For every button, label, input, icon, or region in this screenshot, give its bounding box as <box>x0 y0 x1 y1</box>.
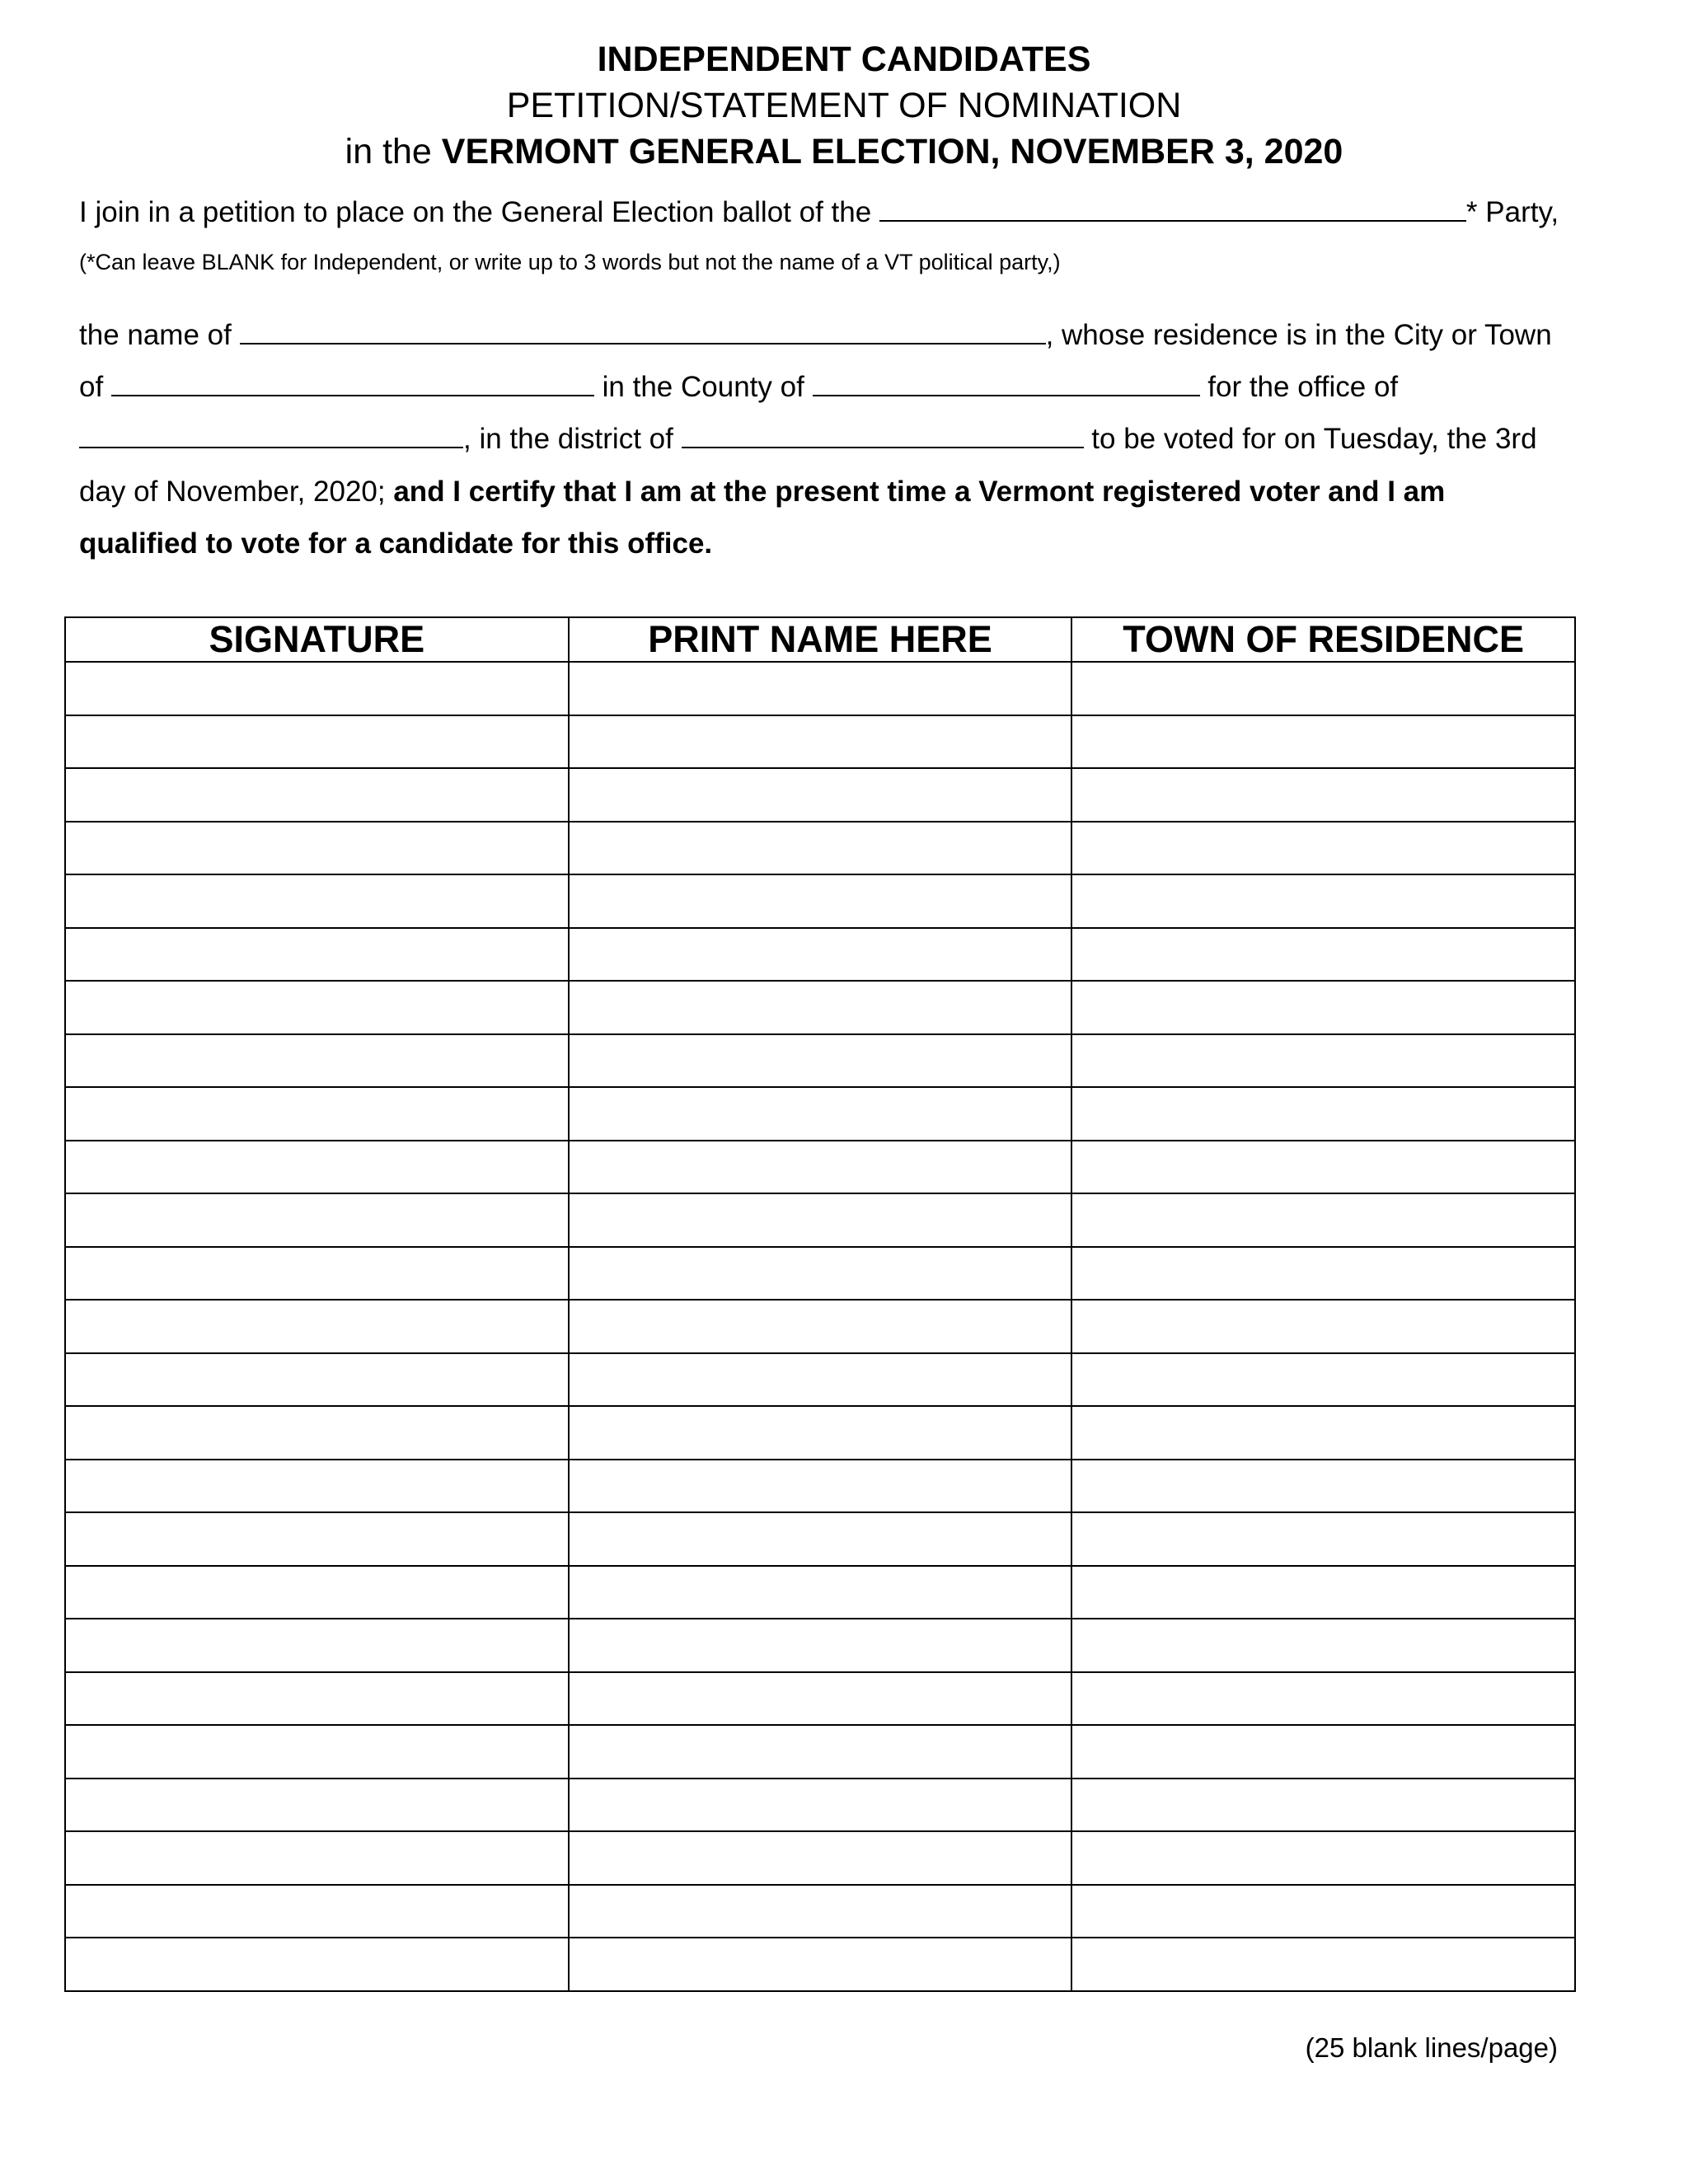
print-name-cell[interactable] <box>569 1034 1072 1088</box>
blank-lines-note: (25 blank lines/page) <box>1305 2032 1558 2063</box>
signature-cell[interactable] <box>65 662 569 715</box>
signature-cell[interactable] <box>65 822 569 875</box>
table-row <box>65 662 1575 715</box>
signature-cell[interactable] <box>65 1779 569 1832</box>
column-header-town: TOWN OF RESIDENCE <box>1071 617 1575 662</box>
print-name-cell[interactable] <box>569 1247 1072 1301</box>
party-line-text: I join in a petition to place on the General Election ballot of the <box>79 196 879 228</box>
town-cell[interactable] <box>1071 1193 1575 1247</box>
town-cell[interactable] <box>1071 1460 1575 1513</box>
print-name-cell[interactable] <box>569 1512 1072 1566</box>
election-line <box>0 129 1688 175</box>
print-name-cell[interactable] <box>569 1885 1072 1938</box>
town-cell[interactable] <box>1071 1406 1575 1460</box>
town-cell[interactable] <box>1071 981 1575 1034</box>
table-row <box>65 1566 1575 1619</box>
certify-text: and I certify that I am at the present time a Vermont registered voter and I am <box>393 476 1446 508</box>
town-cell[interactable] <box>1071 715 1575 769</box>
vote-date-text: to be voted for on Tuesday, the 3rd <box>1083 423 1537 455</box>
office-blank[interactable] <box>79 424 463 448</box>
print-name-cell[interactable] <box>569 1831 1072 1885</box>
form-subtitle: PETITION/STATEMENT OF NOMINATION <box>506 86 1182 125</box>
residence-text: , whose residence is in the City or Town <box>1045 319 1552 351</box>
party-line <box>79 196 1559 229</box>
print-name-cell[interactable] <box>569 1141 1072 1194</box>
town-cell[interactable] <box>1071 1725 1575 1779</box>
table-row <box>65 1300 1575 1353</box>
district-blank[interactable] <box>682 424 1084 448</box>
signature-cell[interactable] <box>65 1672 569 1726</box>
table-row <box>65 1087 1575 1141</box>
table-row <box>65 1725 1575 1779</box>
signature-cell[interactable] <box>65 1141 569 1194</box>
signature-cell[interactable] <box>65 981 569 1034</box>
form-title: INDEPENDENT CANDIDATES <box>597 40 1091 79</box>
certify-line <box>79 476 1445 509</box>
town-cell[interactable] <box>1071 1566 1575 1619</box>
print-name-cell[interactable] <box>569 1938 1072 1991</box>
print-name-cell[interactable] <box>569 981 1072 1034</box>
town-county-line <box>79 371 1398 404</box>
table-row <box>65 1512 1575 1566</box>
print-name-cell[interactable] <box>569 1725 1072 1779</box>
table-row <box>65 928 1575 982</box>
signature-cell[interactable] <box>65 1247 569 1301</box>
county-blank[interactable] <box>813 372 1200 396</box>
town-cell[interactable] <box>1071 768 1575 822</box>
office-district-line <box>79 423 1537 456</box>
table-row <box>65 1885 1575 1938</box>
town-cell[interactable] <box>1071 1619 1575 1672</box>
signature-cell[interactable] <box>65 1300 569 1353</box>
party-note: (*Can leave BLANK for Independent, or write up to 3 words but not the name of a VT political party,) <box>79 250 1061 274</box>
town-cell[interactable] <box>1071 822 1575 875</box>
print-name-cell[interactable] <box>569 1566 1072 1619</box>
print-name-cell[interactable] <box>569 1193 1072 1247</box>
town-cell[interactable] <box>1071 928 1575 982</box>
print-name-cell[interactable] <box>569 1406 1072 1460</box>
print-name-cell[interactable] <box>569 822 1072 875</box>
column-header-print-name: PRINT NAME HERE <box>569 617 1072 662</box>
county-label: in the County of <box>593 371 813 403</box>
print-name-cell[interactable] <box>569 874 1072 928</box>
signature-cell[interactable] <box>65 1619 569 1672</box>
table-row <box>65 1406 1575 1460</box>
signature-cell[interactable] <box>65 1460 569 1513</box>
print-name-cell[interactable] <box>569 1779 1072 1832</box>
print-name-cell[interactable] <box>569 768 1072 822</box>
print-name-cell[interactable] <box>569 1460 1072 1513</box>
signature-cell[interactable] <box>65 768 569 822</box>
print-name-cell[interactable] <box>569 1300 1072 1353</box>
signature-cell[interactable] <box>65 1034 569 1088</box>
signature-cell[interactable] <box>65 1938 569 1991</box>
print-name-cell[interactable] <box>569 662 1072 715</box>
table-row <box>65 1247 1575 1301</box>
table-row <box>65 1460 1575 1513</box>
town-cell[interactable] <box>1071 1300 1575 1353</box>
table-row <box>65 1831 1575 1885</box>
print-name-cell[interactable] <box>569 715 1072 769</box>
form-header <box>0 36 1688 175</box>
election-prefix: in the <box>345 132 442 171</box>
print-name-cell[interactable] <box>569 928 1072 982</box>
print-name-cell[interactable] <box>569 1353 1072 1407</box>
qualified-line: qualified to vote for a candidate for this office. <box>79 527 713 560</box>
town-cell[interactable] <box>1071 874 1575 928</box>
town-blank[interactable] <box>111 372 594 396</box>
table-row <box>65 1619 1575 1672</box>
town-cell[interactable] <box>1071 662 1575 715</box>
table-row <box>65 1141 1575 1194</box>
column-header-signature: SIGNATURE <box>65 617 569 662</box>
print-name-cell[interactable] <box>569 1087 1072 1141</box>
table-row <box>65 768 1575 822</box>
table-row <box>65 981 1575 1034</box>
signature-cell[interactable] <box>65 1885 569 1938</box>
candidate-label: the name of <box>79 319 240 351</box>
town-cell[interactable] <box>1071 1779 1575 1832</box>
signature-table <box>64 616 1576 1992</box>
town-cell[interactable] <box>1071 1087 1575 1141</box>
town-label: of <box>79 371 111 403</box>
town-cell[interactable] <box>1071 1831 1575 1885</box>
town-cell[interactable] <box>1071 1672 1575 1726</box>
table-header-row <box>65 617 1575 662</box>
table-row <box>65 1034 1575 1088</box>
table-row <box>65 822 1575 875</box>
candidate-line <box>79 319 1552 352</box>
signature-cell[interactable] <box>65 1087 569 1141</box>
candidate-name-blank[interactable] <box>240 320 1046 344</box>
table-row <box>65 715 1575 769</box>
signature-cell[interactable] <box>65 1406 569 1460</box>
print-name-cell[interactable] <box>569 1672 1072 1726</box>
town-cell[interactable] <box>1071 1353 1575 1407</box>
date-text: day of November, 2020; <box>79 476 394 508</box>
town-cell[interactable] <box>1071 1885 1575 1938</box>
town-cell[interactable] <box>1071 1512 1575 1566</box>
town-cell[interactable] <box>1071 1938 1575 1991</box>
table-row <box>65 1672 1575 1726</box>
signature-cell[interactable] <box>65 928 569 982</box>
signature-rows <box>65 662 1575 1991</box>
office-label: for the office of <box>1199 371 1399 403</box>
table-row <box>65 874 1575 928</box>
signature-cell[interactable] <box>65 1831 569 1885</box>
signature-cell[interactable] <box>65 1353 569 1407</box>
print-name-cell[interactable] <box>569 1619 1072 1672</box>
table-row <box>65 1193 1575 1247</box>
signature-cell[interactable] <box>65 1512 569 1566</box>
party-blank[interactable] <box>879 197 1466 222</box>
town-cell[interactable] <box>1071 1141 1575 1194</box>
signature-cell[interactable] <box>65 874 569 928</box>
signature-cell[interactable] <box>65 1566 569 1619</box>
party-suffix: * Party, <box>1465 196 1559 228</box>
election-name: VERMONT GENERAL ELECTION, NOVEMBER 3, 2020 <box>441 132 1343 171</box>
signature-cell[interactable] <box>65 1725 569 1779</box>
table-row <box>65 1779 1575 1832</box>
town-cell[interactable] <box>1071 1247 1575 1301</box>
signature-cell[interactable] <box>65 1193 569 1247</box>
district-label: , in the district of <box>463 423 682 455</box>
table-row <box>65 1353 1575 1407</box>
town-cell[interactable] <box>1071 1034 1575 1088</box>
signature-cell[interactable] <box>65 715 569 769</box>
table-row <box>65 1938 1575 1991</box>
